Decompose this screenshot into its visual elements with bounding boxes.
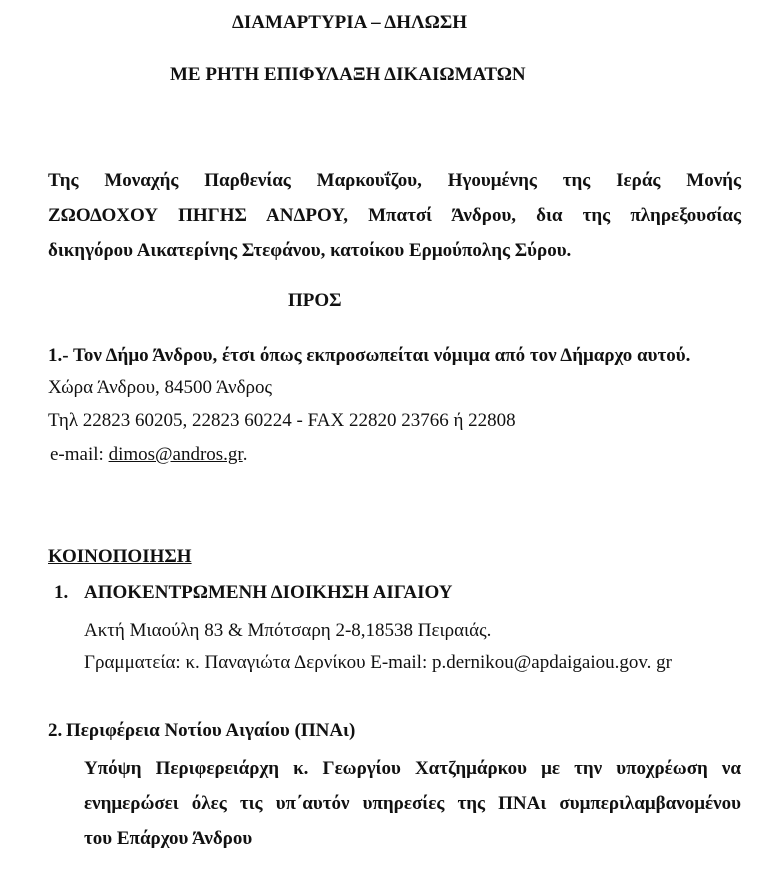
cc-item-1-number: 1. bbox=[54, 582, 69, 603]
cc-item-2-note-line-2: ενημερώσει όλες τις υπ΄αυτόν υπηρεσίες της ΠΝΑι συμπεριλαμβανομένου bbox=[84, 793, 741, 814]
email-suffix: . bbox=[242, 444, 248, 465]
sender-line-1: Της Μοναχής Παρθενίας Μαρκουΐζου, Ηγουμένης της Ιεράς Μονής bbox=[48, 170, 741, 191]
email-label: e-mail: bbox=[50, 444, 109, 465]
to-phone: Τηλ 22823 60205, 22823 60224 - FAX 22820 23766 ή 22808 bbox=[48, 410, 516, 431]
to-email-line bbox=[50, 444, 247, 466]
cc-heading: ΚΟΙΝΟΠΟΙΗΣΗ bbox=[48, 546, 192, 567]
to-heading: ΠΡΟΣ bbox=[288, 290, 342, 311]
title-line-2: ΜΕ ΡΗΤΗ ΕΠΙΦΥΛΑΞΗ ΔΙΚΑΙΩΜΑΤΩΝ bbox=[170, 64, 526, 85]
cc-item-1-address: Ακτή Μιαούλη 83 & Μπότσαρη 2-8,18538 Πειραιάς. bbox=[84, 620, 492, 641]
cc-item-2-note-line-3: του Επάρχου Άνδρου bbox=[84, 828, 253, 849]
to-recipient: 1.- Τον Δήμο Άνδρου, έτσι όπως εκπροσωπείται νόμιμα από τον Δήμαρχο αυτού. bbox=[48, 345, 691, 366]
sender-line-2: ΖΩΟΔΟΧΟΥ ΠΗΓΗΣ ΑΝΔΡΟΥ, Μπατσί Άνδρου, δια της πληρεξουσίας bbox=[48, 205, 741, 226]
cc-item-2-number: 2. bbox=[48, 720, 63, 741]
email-link[interactable]: dimos@andros.gr bbox=[108, 444, 243, 465]
cc-item-1-contact: Γραμματεία: κ. Παναγιώτα Δερνίκου E-mail: p.dernikou@apdaigaiou.gov. gr bbox=[84, 652, 672, 673]
to-address: Χώρα Άνδρου, 84500 Άνδρος bbox=[48, 377, 273, 398]
cc-item-1-name: ΑΠΟΚΕΝΤΡΩΜΕΝΗ ΔΙΟΙΚΗΣΗ ΑΙΓΑΙΟΥ bbox=[84, 582, 453, 603]
cc-item-2-name: Περιφέρεια Νοτίου Αιγαίου (ΠΝΑι) bbox=[66, 720, 356, 741]
title-line-1: ΔΙΑΜΑΡΤΥΡΙΑ – ΔΗΛΩΣΗ bbox=[232, 12, 468, 33]
sender-line-3: δικηγόρου Αικατερίνης Στεφάνου, κατοίκου Ερμούπολης Σύρου. bbox=[48, 240, 572, 261]
cc-item-2-note-line-1: Υπόψη Περιφερειάρχη κ. Γεωργίου Χατζημάρκου με την υποχρέωση να bbox=[84, 758, 741, 779]
